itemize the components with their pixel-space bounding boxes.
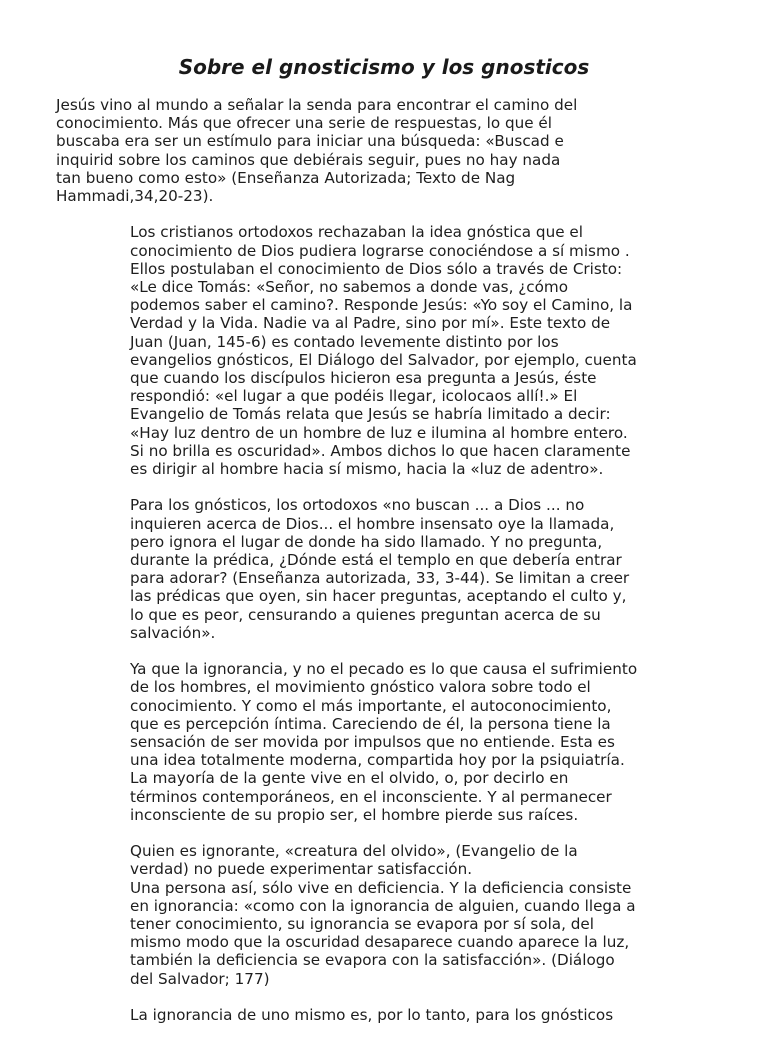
text-line: «Hay luz dentro de un hombre de luz e ilumina al hombre entero. [130, 423, 628, 442]
text-line: las prédicas que oyen, sin hacer preguntas, aceptando el culto y, [130, 587, 627, 606]
text-line: Verdad y la Vida. Nadie va al Padre, sino por mí». Este texto de [130, 314, 611, 333]
document-title: Sobre el gnosticismo y los gnosticos [178, 55, 590, 79]
text-line: verdad) no puede experimentar satisfacción. [130, 860, 473, 879]
text-line: durante la prédica, ¿Dónde está el templo en que debería entrar [130, 551, 622, 570]
text-line: es dirigir al hombre hacia sí mismo, hacia la «luz de adentro». [130, 460, 604, 479]
paragraph [56, 96, 730, 206]
text-line: Juan (Juan, 145-6) es contado levemente distinto por los [130, 332, 559, 351]
text-line: salvación». [130, 623, 216, 642]
text-line: Hammadi,34,20-23). [56, 187, 214, 206]
text-line: conocimiento de Dios pudiera lograrse conociéndose a sí mismo . [130, 241, 630, 260]
text-line: respondió: «el lugar a que podéis llegar, icolocaos allí!.» El [130, 387, 578, 406]
paragraph [130, 660, 730, 824]
text-line: sensación de ser movida por impulsos que no entiende. Esta es [130, 733, 615, 752]
text-line: evangelios gnósticos, El Diálogo del Salvador, por ejemplo, cuenta [130, 350, 637, 369]
text-line: del Salvador; 177) [130, 969, 270, 988]
text-line: conocimiento. Más que ofrecer una serie de respuestas, lo que él [56, 114, 552, 133]
text-line: Quien es ignorante, «creatura del olvido», (Evangelio de la [130, 842, 578, 861]
text-line: podemos saber el camino?. Responde Jesús: «Yo soy el Camino, la [130, 296, 633, 315]
text-line: Para los gnósticos, los ortodoxos «no buscan ... a Dios ... no [130, 496, 585, 515]
text-line: tan bueno como esto» (Enseñanza Autorizada; Texto de Nag [56, 168, 516, 187]
paragraph [130, 842, 730, 988]
text-line: Si no brilla es oscuridad». Ambos dichos lo que hacen claramente [130, 441, 631, 460]
text-line: buscaba era ser un estímulo para iniciar una búsqueda: «Buscad e [56, 132, 564, 151]
text-line: Jesús vino al mundo a señalar la senda para encontrar el camino del [56, 96, 578, 114]
text-line: inconsciente de su propio ser, el hombre pierde sus raíces. [130, 805, 579, 824]
text-line: inquieren acerca de Dios... el hombre insensato oye la llamada, [130, 514, 615, 533]
text-line: en ignorancia: «como con la ignorancia de alguien, cuando llega a [130, 896, 636, 915]
text-line: Ya que la ignorancia, y no el pecado es lo que causa el sufrimiento [130, 660, 638, 679]
text-line: Los cristianos ortodoxos rechazaban la idea gnóstica que el [130, 223, 583, 242]
text-line: Una persona así, sólo vive en deficiencia. Y la deficiencia consiste [130, 878, 632, 897]
text-line: conocimiento. Y como el más importante, el autoconocimiento, [130, 696, 612, 715]
text-line: Evangelio de Tomás relata que Jesús se habría limitado a decir: [130, 405, 611, 424]
text-line: La ignorancia de uno mismo es, por lo tanto, para los gnósticos [130, 1006, 614, 1025]
text-line: pero ignora el lugar de donde ha sido llamado. Y no pregunta, [130, 532, 603, 551]
text-line: «Le dice Tomás: «Señor, no sabemos a donde vas, ¿cómo [130, 278, 569, 297]
paragraph [130, 496, 730, 642]
text-line: La mayoría de la gente vive en el olvido, o, por decirlo en [130, 769, 569, 788]
text-line: inquirid sobre los caminos que debiérais seguir, pues no hay nada [56, 150, 561, 169]
document-body [56, 96, 730, 1042]
text-line: tener conocimiento, su ignorancia se evapora por sí sola, del [130, 915, 594, 934]
text-line: también la deficiencia se evapora con la satisfacción». (Diálogo [130, 951, 615, 970]
paragraph [130, 223, 730, 478]
text-line: lo que es peor, censurando a quienes preguntan acerca de su [130, 605, 601, 624]
text-line: términos contemporáneos, en el inconsciente. Y al permanecer [130, 787, 612, 806]
text-line: Ellos postulaban el conocimiento de Dios sólo a través de Cristo: [130, 259, 623, 278]
text-line: una idea totalmente moderna, compartida hoy por la psiquiatría. [130, 751, 625, 770]
text-line: mismo modo que la oscuridad desaparece cuando aparece la luz, [130, 933, 630, 952]
text-line: que es percepción íntima. Careciendo de él, la persona tiene la [130, 714, 611, 733]
text-line: para adorar? (Enseñanza autorizada, 33, 3-44). Se limitan a creer [130, 569, 630, 588]
text-line: que cuando los discípulos hicieron esa pregunta a Jesús, éste [130, 369, 597, 388]
text-line: de los hombres, el movimiento gnóstico valora sobre todo el [130, 678, 591, 697]
paragraph [130, 1006, 730, 1024]
